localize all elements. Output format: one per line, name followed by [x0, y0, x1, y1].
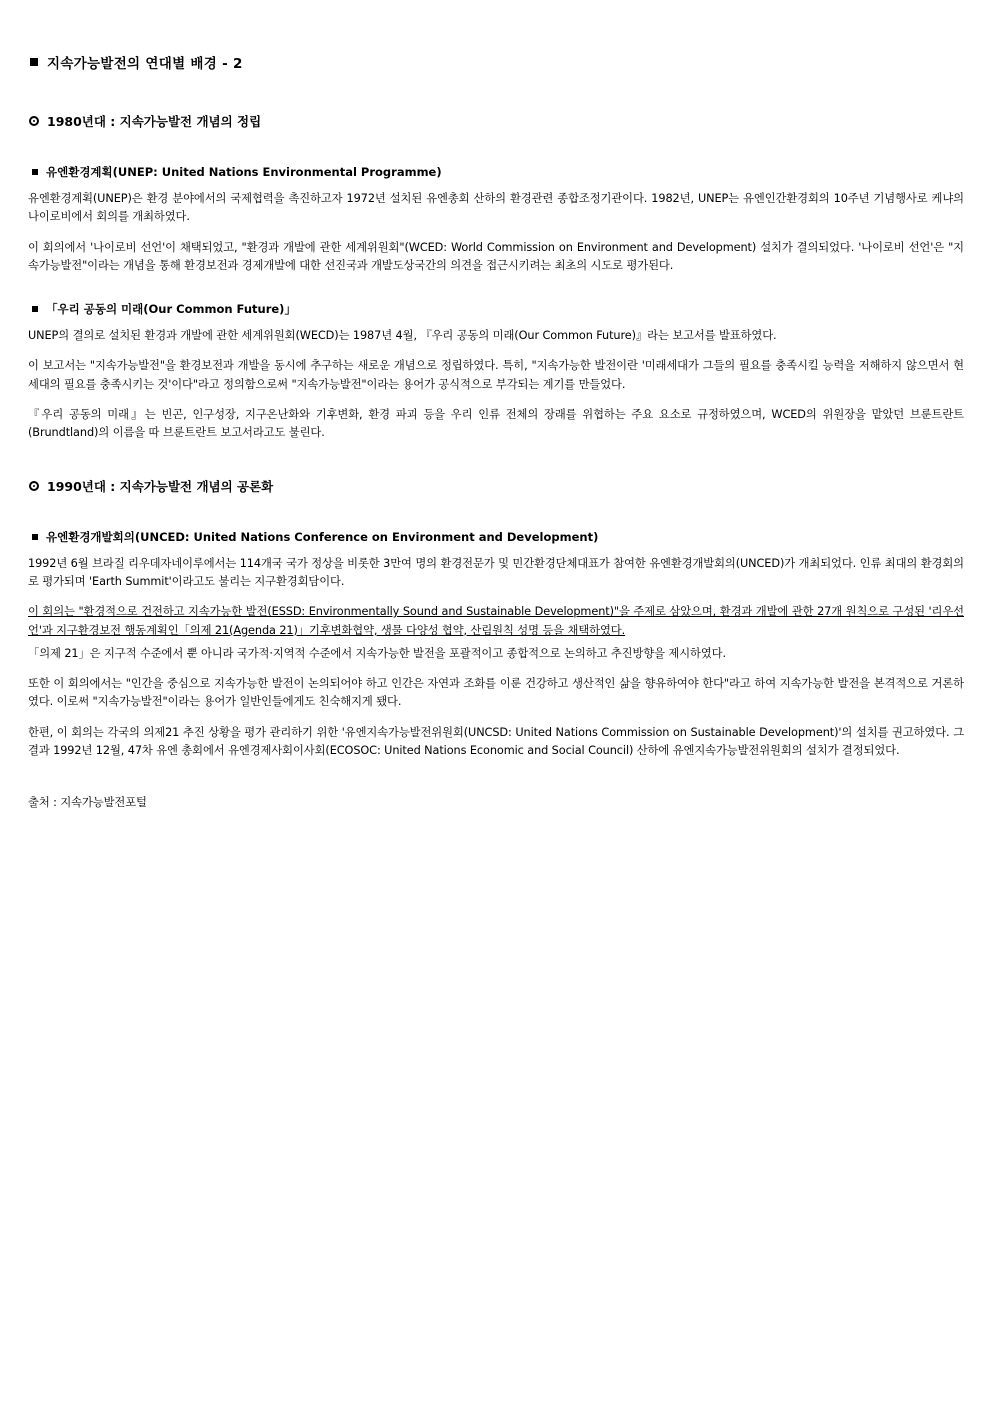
- subsection-heading-unced: [28, 529, 964, 545]
- paragraph: 「의제 21」은 지구적 수준에서 뿐 아니라 국가적·지역적 수준에서 지속가능한 발전을 포괄적이고 종합적으로 논의하고 추진방향을 제시하였다.: [28, 646, 726, 660]
- paragraph: 이 보고서는 "지속가능발전"을 환경보전과 개발을 동시에 추구하는 새로운 개념으로 정립하였다. 특히, "지속가능한 발전이란 '미래세대가 그들의 필요를 충족시킬 능력을 저해하지 않으면서 현세대의 필요를 충족시키는 것'이다"라고 정의함으로써 "지속가능발전"이라는 용어가 공식적으로 부각되는 계기를 만들었다.: [28, 359, 964, 391]
- square-bullet-icon: [32, 306, 38, 312]
- page-title: [28, 52, 964, 72]
- subsection-our-common-future: [28, 301, 964, 442]
- square-bullet-icon: [32, 169, 38, 175]
- square-bullet-icon: [32, 534, 38, 540]
- square-bullet-icon: [30, 58, 38, 66]
- paragraph: 또한 이 회의에서는 "인간을 중심으로 지속가능한 발전이 논의되어야 하고 인간은 자연과 조화를 이룬 건강하고 생산적인 삶을 향유하여야 한다"라고 하여 지속가능한 발전을 본격적으로 거론하였다. 이로써 "지속가능발전"이라는 용어가 일반인들에게도 친숙해지게 됐다.: [28, 677, 964, 709]
- source-note: 출처 : 지속가능발전포털: [28, 796, 147, 810]
- subsection-heading-unced-text: 유엔환경개발회의(UNCED: United Nations Conference on Environment and Development): [46, 529, 599, 544]
- circle-bullet-icon: [29, 116, 39, 126]
- section-heading-1990s: [28, 477, 964, 495]
- paragraph: UNEP의 결의로 설치된 환경과 개발에 관한 세계위원회(WECD)는 1987년 4월, 『우리 공동의 미래(Our Common Future)』라는 보고서를 발표하였다.: [28, 329, 777, 343]
- paragraph-highlighted: 이 회의는 "환경적으로 건전하고 지속가능한 발전(ESSD: Environmentally Sound and Sustainable Development)"을 주제로 삼았으며, 환경과 개발에 관한 27개 원칙으로 구성된 '리우선언'과 지구환경보전 행동계획인「의제 21(Agenda 21)」기후변화협약, 생물 다양성 협약, 산림원칙 성명 등을 채택하였다.: [28, 605, 964, 637]
- paragraph: 1992년 6월 브라질 리우데자네이루에서는 114개국 국가 정상을 비롯한 3만여 명의 환경전문가 및 민간환경단체대표가 참여한 유엔환경개발회의(UNCED)가 개최되었다. 인류 최대의 환경회의로 평가되며 'Earth Summit'이라고도 불리는 지구환경회담이다.: [28, 556, 964, 588]
- paragraph: 이 회의에서 '나이로비 선언'이 채택되었고, "환경과 개발에 관한 세계위원회"(WCED: World Commission on Environment and Development) 설치가 결의되었다. '나이로비 선언'은 "지속가능발전"이라는 개념을 통해 환경보전과 경제개발에 대한 선진국과 개발도상국간의 의견을 접근시키려는 최초의 시도로 평가된다.: [28, 240, 964, 272]
- paragraph: 『우리 공동의 미래』는 빈곤, 인구성장, 지구온난화와 기후변화, 환경 파괴 등을 우리 인류 전체의 장래를 위협하는 주요 요소로 규정하였으며, WCED의 위원장을 맡았던 브룬트란트(Brundtland)의 이름을 따 브룬트란트 보고서라고도 불린다.: [28, 408, 964, 440]
- subsection-unep: [28, 164, 964, 275]
- subsection-heading-our-common-future: [28, 301, 964, 317]
- section-heading-1990s-text: 1990년대 : 지속가능발전 개념의 공론화: [47, 478, 274, 494]
- section-heading-1980s-text: 1980년대 : 지속가능발전 개념의 정립: [47, 114, 262, 129]
- paragraph: 유엔환경계획(UNEP)은 환경 분야에서의 국제협력을 촉진하고자 1972년 설치된 유엔총회 산하의 환경관련 종합조정기관이다. 1982년, UNEP는 유엔인간환경회의 10주년 기념행사로 케냐의 나이로비에서 회의를 개최하였다.: [28, 192, 964, 224]
- circle-bullet-icon: [29, 481, 39, 491]
- subsection-heading-unep-text: 유엔환경계획(UNEP: United Nations Environmental Programme): [46, 165, 442, 179]
- page-title-text: 지속가능발전의 연대별 배경 - 2: [47, 56, 243, 72]
- subsection-heading-unep: [28, 164, 964, 180]
- subsection-heading-our-common-future-text: 「우리 공동의 미래(Our Common Future)」: [46, 302, 296, 317]
- paragraph: 한편, 이 회의는 각국의 의제21 추진 상황을 평가 관리하기 위한 '유엔지속가능발전위원회(UNCSD: United Nations Commission on Sustainable Development)'의 설치를 권고하였다. 그 결과 1992년 12월, 47차 유엔 총회에서 유엔경제사회이사회(ECOSOC: United Nations Economic and Social Council) 산하에 유엔지속가능발전위원회의 설치가 결정되었다.: [28, 725, 964, 758]
- subsection-unced: [28, 529, 964, 761]
- section-heading-1980s: [28, 112, 964, 130]
